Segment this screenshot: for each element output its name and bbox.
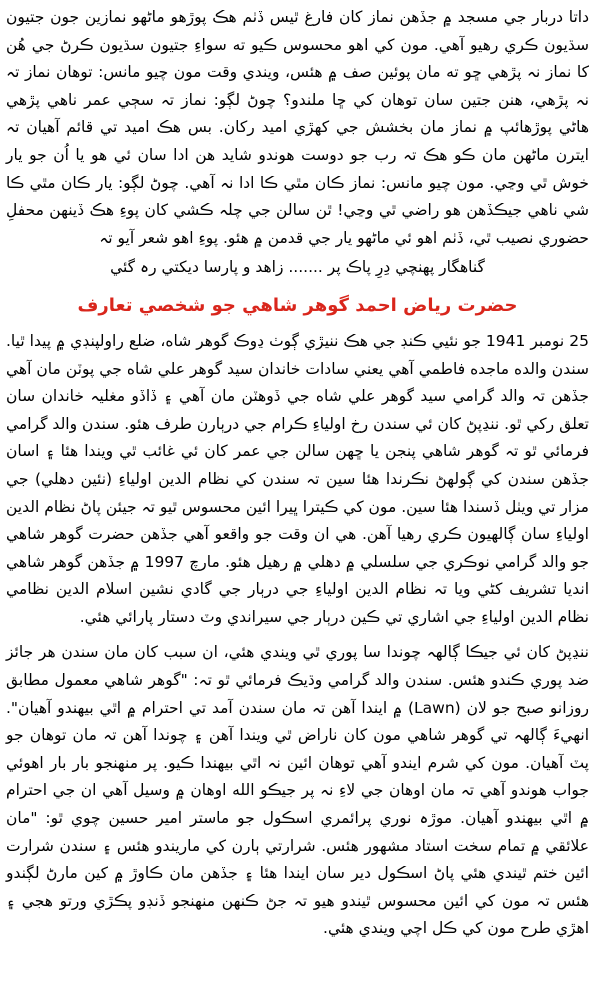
paragraph-spacer [6, 631, 589, 639]
poem-verse: گناهگار پهنچي دِرِ پاڪ پر ....... زاهد و پارسا ديکتي رہ گئي [110, 258, 485, 277]
intro-paragraph: داتا دربار جي مسجد ۾ جڏهن نماز کان فارغ ٿيس ڏٺم هڪ پوڙهو ماڻهو نمازين جون جتيون سڌيون ڪري رهيو آهي. مون کي اهو محسوس ڪيو ته سواءِ جتيون سڌيون ڪرڻ جي هُن کا نماز نہ پڙهي ڇو ته مان پوئين صف ۾ هئس، ويندي وقت مون چيو مانس: توهان نماز تہ نہ پڙهي، هنن جتين سان توهان کي ڇا ملندو؟ چوڻ لڳو: نماز تہ سڄي عمر ناهي پڙهي هاڻي پوڙهائپ ۾ نماز مان بخشش جي کهڙي اميد رکان. بس هڪ اميد تي قائم آهيان تہ ايترن ماڻهن مان ڪو هڪ تہ رب جو دوست هوندو شايد هن ادا سان ئي هو يا اُن جو يار خوش ٿي وڃي. مون چيو مانس: نماز ڪان مٿي ڪا ادا نہ آهي. چوڻ لڳو: يار ڪان مٿي ڪا شي ناهي جيڪڏهن هو راضي ٿي وڃي! ٿن سالن جي چلہ ڪشي کان پوءِ هڪ ڏينهن محفلِ حضوري نصيب ٿي، ڏٺم اهو ئي ماڻهو يار جي قدمن ۾ هئو. پوءِ اهو شعر آيو تہ [6, 8, 589, 247]
body-paragraph-2: ننڍپڻ کان ئي جيڪا ڳالهہ چوندا سا پوري ٿي ويندي هئي، ان سبب کان مان سندن هر جائز ضد پوري ڪندو هئس. سندن والد گرامي وڌيڪ فرمائي ٿو تہ: "گوهر شاهي معمول مطابق روزانو صبح جو لان (Lawn) ۾ ايندا آهن تہ مان سندن آمد تي احترام ۾ اٿي بيهندو آهيان". انهيءَ ڳالهہ تي گوهر شاهي مون کان ناراض ٿي ويندا آهن ۽ چوندا آهن تہ مان توهان جو پٽ آهيان. مون کي شرم ايندو آهي توهان ائين نہ اٿي بيهندا ڪيو. پر منهنجو بار بار اهوئي جواب هوندو آهي تہ مان اوهان جي لاءِ نہ پر جيڪو الله اوهان ۾ وسيل آهي ان جي احترام ۾ اٿي بيهندو آهيان. موڙہ نوري پرائمري اسڪول جو ماستر امير حسين چوي ٿو: "مان علائقي ۾ تمام سخت استاد مشهور هئس. شرارتي ٻارن کي ماريندو هئس ۽ سندن شرارت ائين ختم ٿيندي هئي پاڻ اسڪول دير سان ايندا هئا ۽ جڏهن مان ڪاوڙ ۾ کين مارڻ لڳندو هئس تہ مون کي ائين محسوس ٿيندو هيو تہ جڻ ڪنهن منهنجو ڏنڊو پڪڙي ورتو هجي ۽ اهڙي طرح مون کي ڪل اچي ويندي هئي. [6, 643, 590, 938]
body-paragraph-1: 25 نومبر 1941 جو نئيي ڪنڊ جي هڪ ننيڙي ڳوٺ ڍوڪ گوهر شاه، ضلع راولپنڊي ۾ پيدا ٿيا. سندن والده ماجده فاطمي آهي يعني سادات خاندان سيد گوهر علي شاه جي پوٽن مان آهي جڏهن تہ والد گرامي سيد گوهر علي شاه جي ڏوهٽن مان آهي ۽ ڏاڏو مغليہ خاندان سان تعلق رکي ٿو. ننڍپڻ کان ئي سندن رخ اولياءِ ڪرام جي درٻارن طرف هئو. سندن والد گرامي فرمائي ٿو تہ گوهر شاهي پنجن يا ڇهن سالن جي عمر کان ئي غائب ٿي ويندا هئا ۽ اسان جڏهن سندن کي ڳولهڻ نڪرندا هئا سين تہ سندن کي نظام الدين اولياءِ (نئين دهلي) جي مزار تي ويٺل ڏسندا هئا سين. مون کي ڪيترا ڀيرا ائين محسوس ٿيو تہ جيئن پاڻ نظام الدين اولياءِ سان ڳالهيون ڪري رهيا آهن. هي ان وقت جو واقعو آهي جڏهن حضرت گوهر شاهي جو والد گرامي نوڪري جي سلسلي ۾ دهلي ۾ رهيل هئو. مارچ 1997 ۾ جڏهن گوهر شاهي انديا تشريف کڻي ويا تہ نظام الدين اولياءِ جي درٻار جي گادي نشين اسلام الدين نظامي نظام الدين اولياءِ جي اشاري تي ڪين درٻار جي سيراندي وٽ دستار پارائي هئي. [6, 331, 589, 626]
section-heading: حضرت رياض احمد گوهر شاهي جو شخصي تعارف [77, 294, 518, 316]
